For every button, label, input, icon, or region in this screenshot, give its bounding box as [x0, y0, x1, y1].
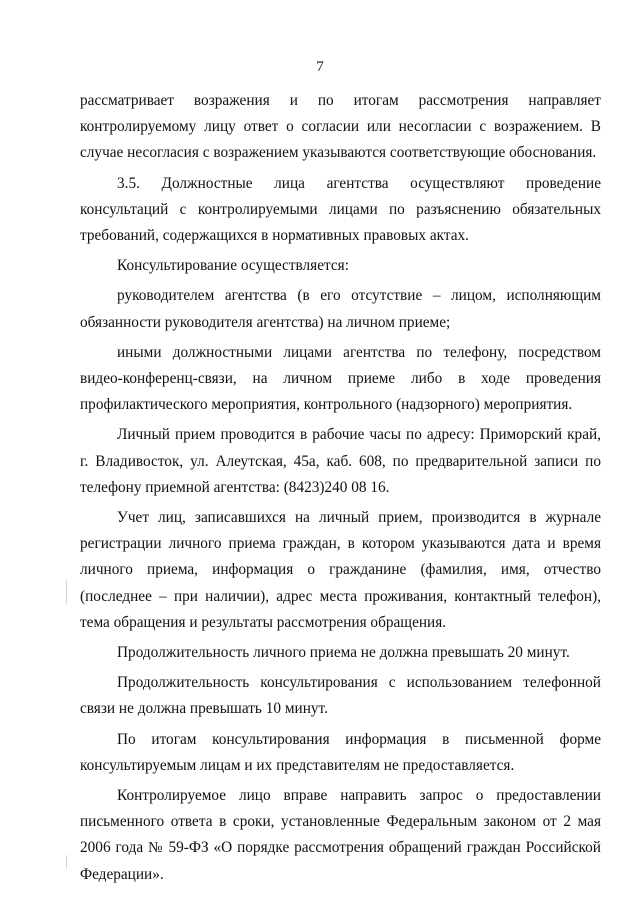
paragraph-registration-journal: Учет лиц, записавшихся на личный прием, производится в журнале регистрации личного приема граждан, в котором указываются дата и время личного приема, информация о гражданине (фамилия, имя, отчество (последнее – при наличии), адрес места проживания, контактный телефон), тема обращения и результаты рассмотрения обращения.	[80, 509, 601, 631]
paragraph-reception-duration: Продолжительность личного приема не должна превышать 20 минут.	[117, 644, 570, 662]
paragraph-reception-address: Личный прием проводится в рабочие часы по адресу: Приморский край, г. Владивосток, ул. Алеутская, 45а, каб. 608, по предварительной записи по телефону приемной агентства: (8423)240 08 16.	[80, 426, 601, 496]
paragraph-other-officials: иными должностными лицами агентства по телефону, посредством видео-конференц-связи, на личном приеме либо в ходе проведения профилактического мероприятия, контрольного (надзорного) мероприятия.	[80, 343, 601, 414]
scan-edge-mark	[66, 580, 67, 604]
document-body	[80, 88, 601, 892]
paragraph-head-of-agency: руководителем агентства (в его отсутствие – лицом, исполняющим обязанности руководителя агентства) на личном приеме;	[80, 287, 601, 331]
scan-edge-mark	[66, 855, 67, 869]
paragraph-phone-duration: Продолжительность консультирования с использованием телефонной связи не должна превышать 10 минут.	[80, 674, 601, 718]
paragraph-written-request: Контролируемое лицо вправе направить запрос о предоставлении письменного ответа в сроки, установленные Федеральным законом от 2 мая 2006 года № 59-ФЗ «О порядке рассмотрения обращений граждан Российской Федерации».	[80, 787, 601, 883]
paragraph-continuation: рассматривает возражения и по итогам рассмотрения направляет контролируемому лицу ответ о согласии или несогласии с возражением. В случае несогласия с возражением указываются соответствующие обоснования.	[80, 92, 601, 162]
paragraph-written-form: По итогам консультирования информация в письменной форме консультируемым лицам и их представителям не предоставляется.	[80, 730, 601, 774]
page-number: 7	[316, 59, 324, 75]
paragraph-consultations: 3.5. Должностные лица агентства осуществляют проведение консультаций с контролируемыми лицами по разъяснению обязательных требований, содержащихся в нормативных правовых актах.	[80, 174, 601, 245]
paragraph-consulting-intro: Консультирование осуществляется:	[117, 257, 349, 275]
